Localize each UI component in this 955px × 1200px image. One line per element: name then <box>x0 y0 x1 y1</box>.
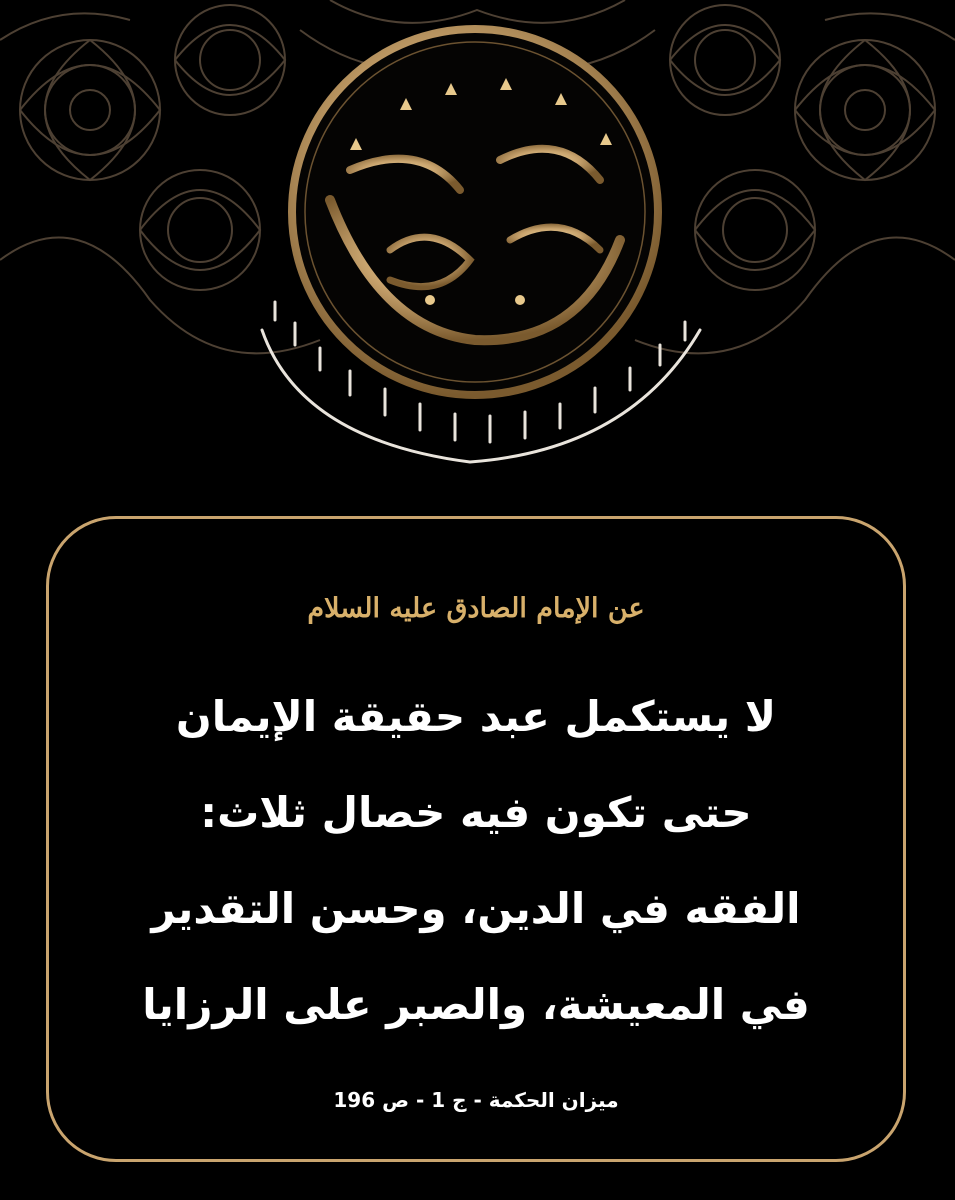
quote-card <box>46 516 906 1162</box>
quote-line: لا يستكمل عبد حقيقة الإيمان <box>175 692 777 741</box>
quote-source: ميزان الحكمة - ج 1 - ص 196 <box>333 1088 619 1112</box>
quote-text <box>89 677 863 1061</box>
quote-line: في المعيشة، والصبر على الرزايا <box>142 980 810 1029</box>
calligraphy-medallion-icon <box>0 0 955 520</box>
quote-attribution: عن الإمام الصادق عليه السلام <box>307 593 645 624</box>
quote-line: الفقه في الدين، وحسن التقدير <box>151 884 801 933</box>
quote-line: حتى تكون فيه خصال ثلاث: <box>200 788 752 837</box>
